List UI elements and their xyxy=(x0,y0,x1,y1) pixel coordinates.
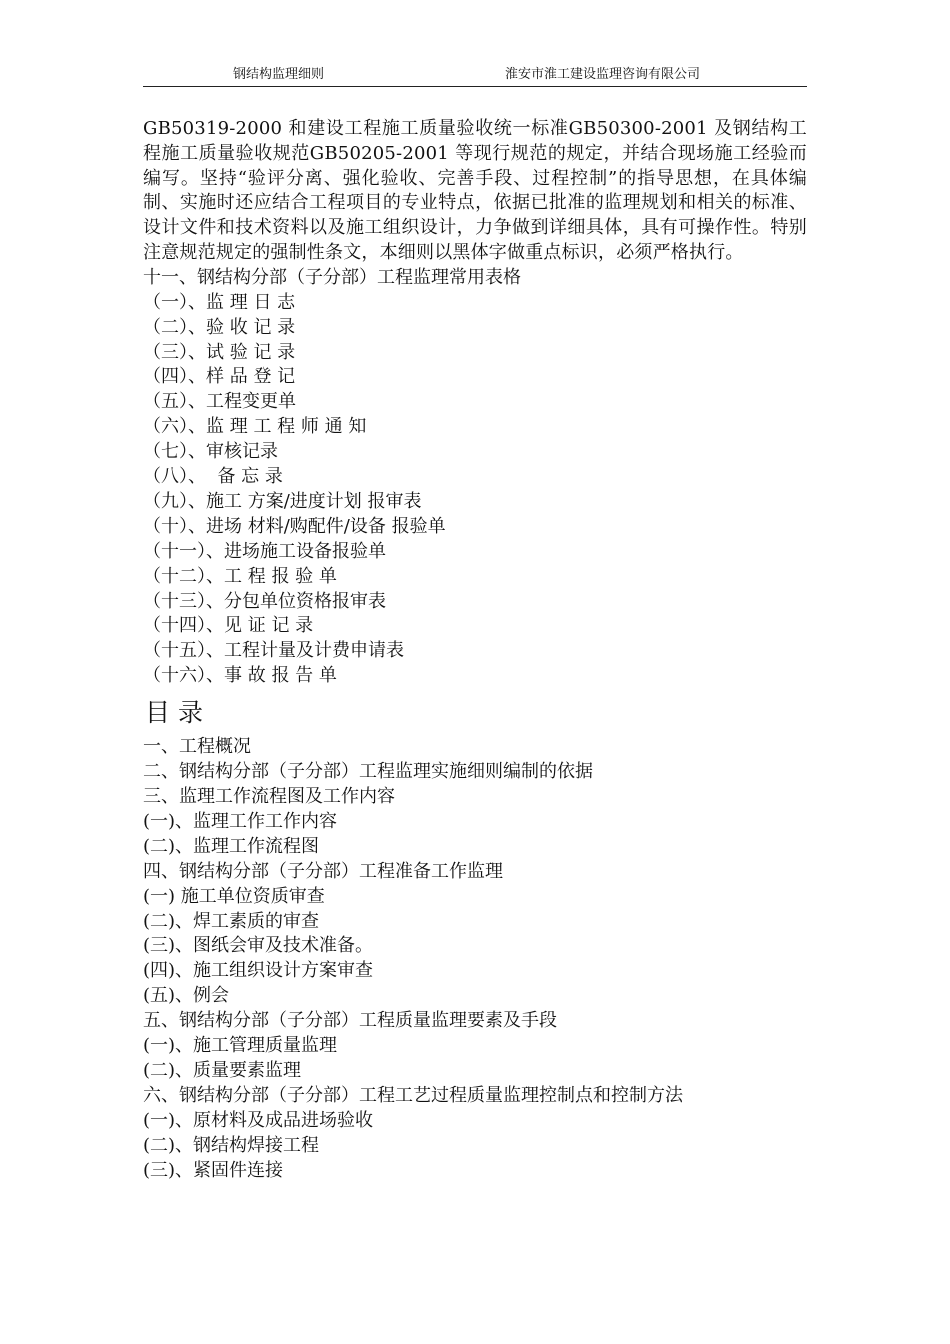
forms-section-heading: 十一、钢结构分部（子分部）工程监理常用表格 xyxy=(143,266,521,288)
forms-list-item: （九）、施工 方案/进度计划 报审表 xyxy=(143,490,422,512)
forms-list-item: （十五）、工程计量及计费申请表 xyxy=(143,640,404,662)
forms-list-item: （十四）、见 证 记 录 xyxy=(143,615,314,637)
forms-list-item: （一）、监 理 日 志 xyxy=(143,291,296,313)
forms-list-item: （二）、验 收 记 录 xyxy=(143,316,296,338)
forms-list-item: （五）、工程变更单 xyxy=(143,391,296,413)
forms-list-item: （十一）、进场施工设备报验单 xyxy=(143,540,386,562)
toc-item: 三、监理工作流程图及工作内容 xyxy=(143,786,395,807)
toc-item: (二)、监理工作流程图 xyxy=(143,835,320,857)
forms-list xyxy=(143,291,807,690)
forms-list-item: （四）、样 品 登 记 xyxy=(143,366,296,388)
forms-list-item: （七）、审核记录 xyxy=(143,441,278,463)
toc-title: 目录 xyxy=(145,698,212,728)
forms-list-item: （十三）、分包单位资格报审表 xyxy=(143,590,386,612)
forms-list-item: （十二）、工 程 报 验 单 xyxy=(143,565,337,587)
header-document-title: 钢结构监理细则 xyxy=(233,67,325,82)
toc-list xyxy=(143,735,807,1183)
forms-list-item: （六）、监 理 工 程 师 通 知 xyxy=(143,416,367,438)
toc-item: (二)、钢结构焊接工程 xyxy=(143,1134,320,1156)
toc-item: (四)、施工组织设计方案审查 xyxy=(143,960,374,982)
header-company-name: 淮安市淮工建设监理咨询有限公司 xyxy=(505,67,701,82)
toc-item: (三)、图纸会审及技术准备。 xyxy=(143,935,374,957)
toc-item: (三)、紧固件连接 xyxy=(143,1159,284,1181)
toc-item: 六、钢结构分部（子分部）工程工艺过程质量监理控制点和控制方法 xyxy=(143,1084,683,1106)
forms-list-item: （十）、进场 材料/购配件/设备 报验单 xyxy=(143,515,446,537)
forms-list-item: （十六）、事 故 报 告 单 xyxy=(143,665,337,687)
toc-item: (五)、例会 xyxy=(143,985,230,1007)
document-body xyxy=(143,117,807,1184)
toc-item: (一)、原材料及成品进场验收 xyxy=(143,1109,374,1131)
forms-list-item: （三）、试 验 记 录 xyxy=(143,341,296,363)
toc-item: (二)、质量要素监理 xyxy=(143,1059,302,1081)
toc-item: (一) 施工单位资质审查 xyxy=(143,885,325,907)
toc-item: 二、钢结构分部（子分部）工程监理实施细则编制的依据 xyxy=(143,761,593,783)
toc-item: (一)、施工管理质量监理 xyxy=(143,1035,338,1057)
toc-item: 一、工程概况 xyxy=(143,736,251,758)
toc-item: 四、钢结构分部（子分部）工程准备工作监理 xyxy=(143,860,503,882)
intro-paragraph: GB50319-2000 和建设工程施工质量验收统一标准GB50300-2001 及钢结构工程施工质量验收规范GB50205-2001 等现行规范的规定，并结合现场施工经验而编写。坚持“验评分离、强化验收、完善手段、过程控制”的指导思想，在具体编制、实施时还应结合工程项目的专业特点，依据已批准的监理规划和相关的标准、设计文件和技术资料以及施工组织设计，力争做到详细具体，具有可操作性。特别注意规范规定的强制性条文，本细则以黑体字做重点标识，必须严格执行。 xyxy=(143,118,807,263)
toc-item: 五、钢结构分部（子分部）工程质量监理要素及手段 xyxy=(143,1010,557,1032)
page-header xyxy=(143,66,807,87)
toc-item: (二)、焊工素质的审查 xyxy=(143,910,320,932)
forms-list-item: （八）、 备 忘 录 xyxy=(143,466,283,488)
toc-item: (一)、监理工作工作内容 xyxy=(143,810,338,832)
